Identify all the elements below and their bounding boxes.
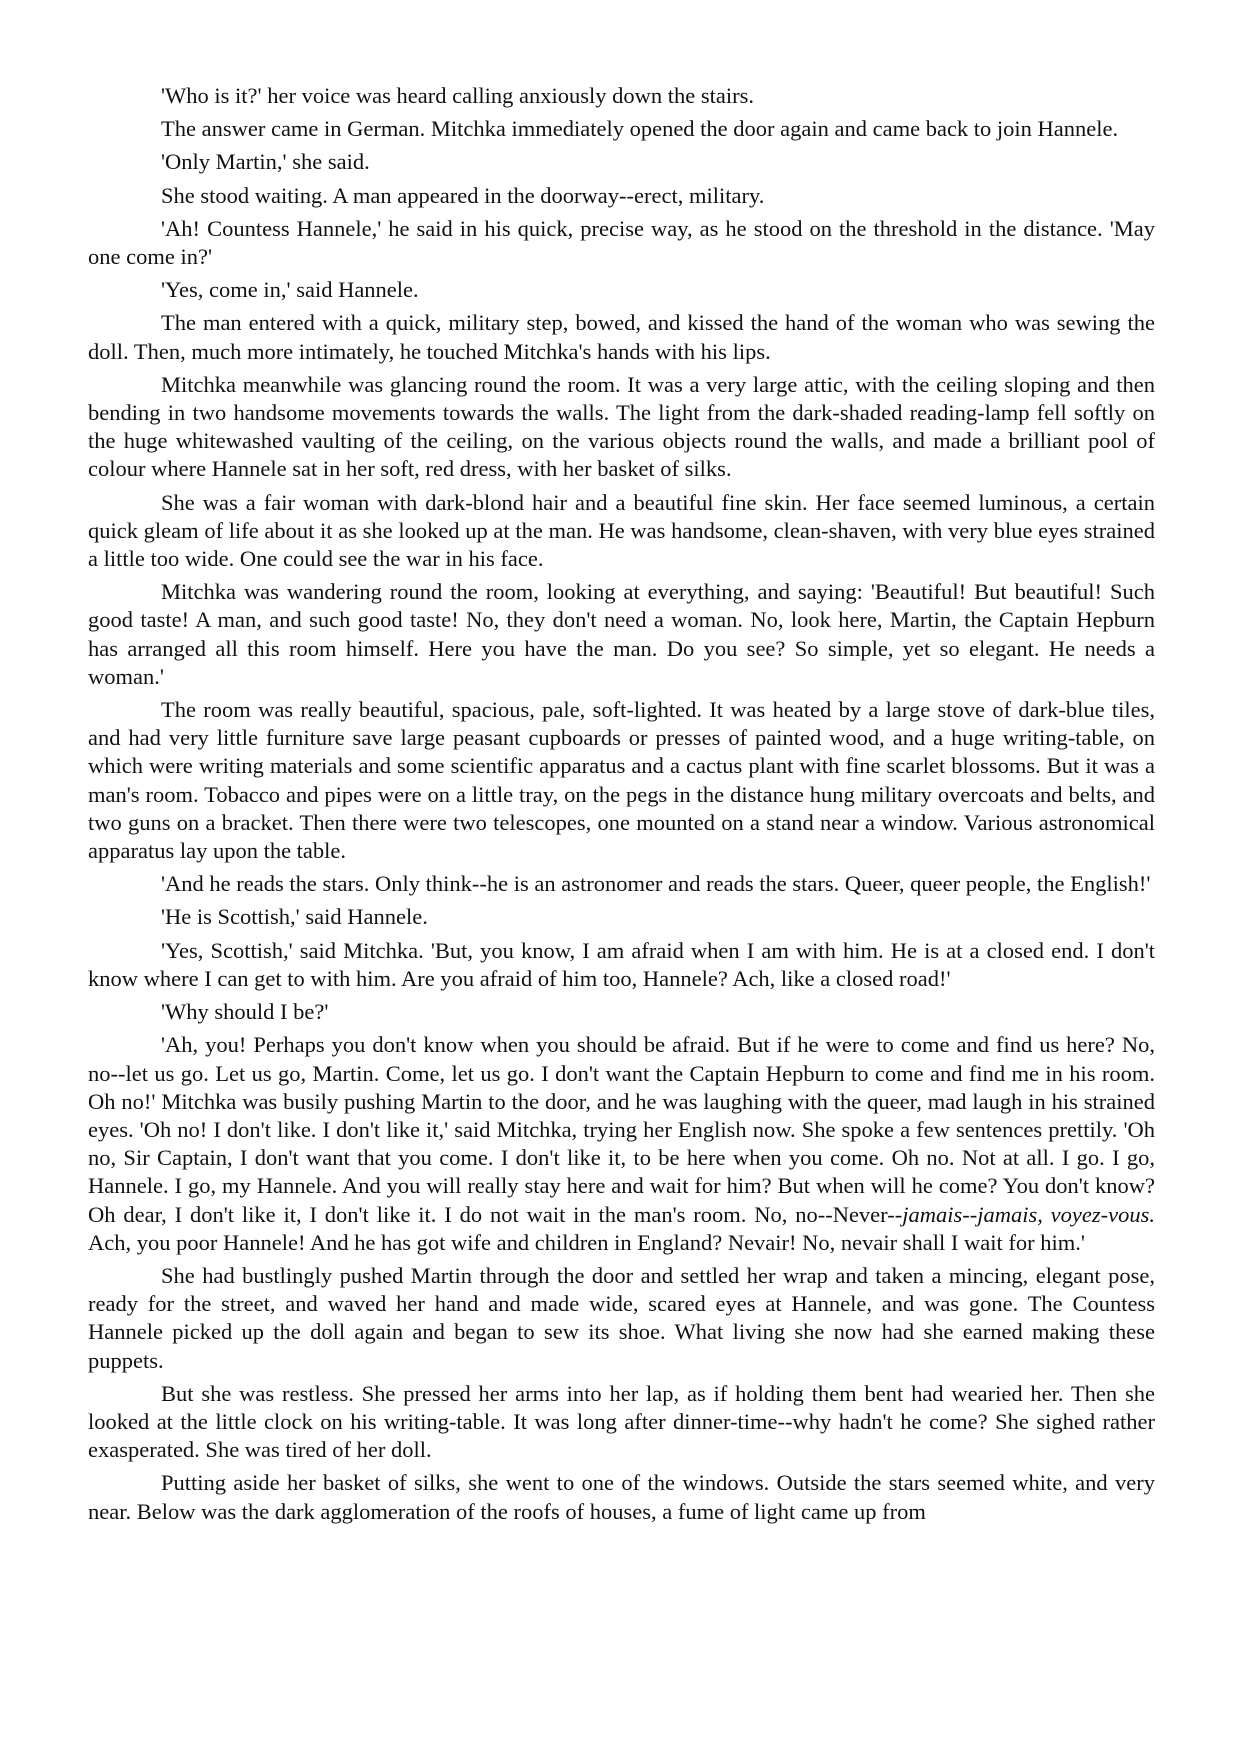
paragraph: Putting aside her basket of silks, she went to one of the windows. Outside the stars seemed white, and very near. Below was the dark agglomeration of the roofs of houses, a fume of light came up from bbox=[88, 1470, 1155, 1524]
paragraph: 'Ah! Countess Hannele,' he said in his quick, precise way, as he stood on the threshold in the distance. 'May one come in?' bbox=[88, 215, 1155, 270]
paragraph: But she was restless. She pressed her arms into her lap, as if holding them bent had wearied her. Then she looked at the little clock on his writing-table. It was long after dinner-time--why hadn't he come? She sighed rather exasperated. She was tired of her doll. bbox=[88, 1380, 1155, 1463]
paragraph: Mitchka was wandering round the room, looking at everything, and saying: 'Beautiful! But beautiful! Such good taste! A man, and such good taste! No, they don't need a woman. No, look here, Martin, the Captain Hepburn has arranged all this room himself. Here you have the man. Do you see? So simple, yet so elegant. He needs a woman.' bbox=[88, 579, 1155, 689]
paragraph: Mitchka meanwhile was glancing round the room. It was a very large attic, with the ceiling sloping and then bending in two handsome movements towards the walls. The light from the dark-shaded reading-lamp fell softly on the huge whitewashed vaulting of the ceiling, on the various objects round the walls, and made a brilliant pool of colour where Hannele sat in her soft, red dress, with her basket of silks. bbox=[88, 371, 1155, 482]
paragraph: The answer came in German. Mitchka immediately opened the door again and came back to join Hannele. bbox=[161, 116, 1119, 142]
paragraph: 'Only Martin,' she said. bbox=[161, 149, 370, 175]
paragraph: She had bustlingly pushed Martin through the door and settled her wrap and taken a mincing, elegant pose, ready for the street, and waved her hand and made wide, scared eyes at Hannele, and was gone. The Countess Hannele picked up the doll again and began to sew its shoe. What living she now had she earned making these puppets. bbox=[88, 1262, 1155, 1373]
paragraph-italic-text: jamais--jamais, voyez-vous. bbox=[902, 1201, 1156, 1227]
paragraph: She was a fair woman with dark-blond hair and a beautiful fine skin. Her face seemed luminous, a certain quick gleam of life about it as she looked up at the man. He was handsome, clean-shaven, with very blue eyes strained a little too wide. One could see the war in his face. bbox=[88, 489, 1155, 572]
paragraph: 'He is Scottish,' said Hannele. bbox=[161, 904, 428, 930]
paragraph: She stood waiting. A man appeared in the doorway--erect, military. bbox=[161, 182, 765, 208]
paragraph: The man entered with a quick, military step, bowed, and kissed the hand of the woman who was sewing the doll. Then, much more intimately, he touched Mitchka's hands with his lips. bbox=[88, 310, 1155, 364]
paragraph: 'Yes, come in,' said Hannele. bbox=[161, 277, 419, 303]
paragraph bbox=[88, 1031, 1155, 1257]
paragraph: 'Who is it?' her voice was heard calling anxiously down the stairs. bbox=[161, 83, 754, 108]
paragraph: 'Why should I be?' bbox=[161, 999, 329, 1025]
paragraph: 'Yes, Scottish,' said Mitchka. 'But, you know, I am afraid when I am with him. He is at a closed end. I don't know where I can get to with him. Are you afraid of him too, Hannele? Ach, like a closed road!' bbox=[88, 937, 1155, 991]
paragraph: The room was really beautiful, spacious, pale, soft-lighted. It was heated by a large stove of dark-blue tiles, and had very little furniture save large peasant cupboards or presses of painted wood, and a huge writing-table, on which were writing materials and some scientific apparatus and a cactus plant with fine scarlet blossoms. But it was a man's room. Tobacco and pipes were on a little tray, on the pegs in the distance hung military overcoats and belts, and two guns on a bracket. Then there were two telescopes, one mounted on a stand near a window. Various astronomical apparatus lay upon the table. bbox=[88, 697, 1155, 864]
paragraph: 'And he reads the stars. Only think--he is an astronomer and reads the stars. Queer, queer people, the English!' bbox=[161, 871, 1151, 897]
paragraph-text-after: Ach, you poor Hannele! And he has got wife and children in England? Nevair! No, nevair shall I wait for him.' bbox=[88, 1229, 1085, 1255]
paragraph-text: 'Ah, you! Perhaps you don't know when you should be afraid. But if he were to come and find us here? No, no--let us go. Let us go, Martin. Come, let us go. I don't want the Captain Hepburn to come and find me in his room. Oh no!' Mitchka was busily pushing Martin to the door, and he was laughing with the queer, mad laugh in his strained eyes. 'Oh no! I don't like. I don't like it,' said Mitchka, trying her English now. She spoke a few sentences prettily. 'Oh no, Sir Captain, I don't want that you come. I don't like it, to be here when you come. Oh no. Not at all. I go. I go, Hannele. I go, my Hannele. And you will really stay here and wait for him? But when will he come? You don't know? Oh dear, I don't like it, I don't like it. I do not wait in the man's room. No, no--Never-- bbox=[88, 1032, 1155, 1227]
